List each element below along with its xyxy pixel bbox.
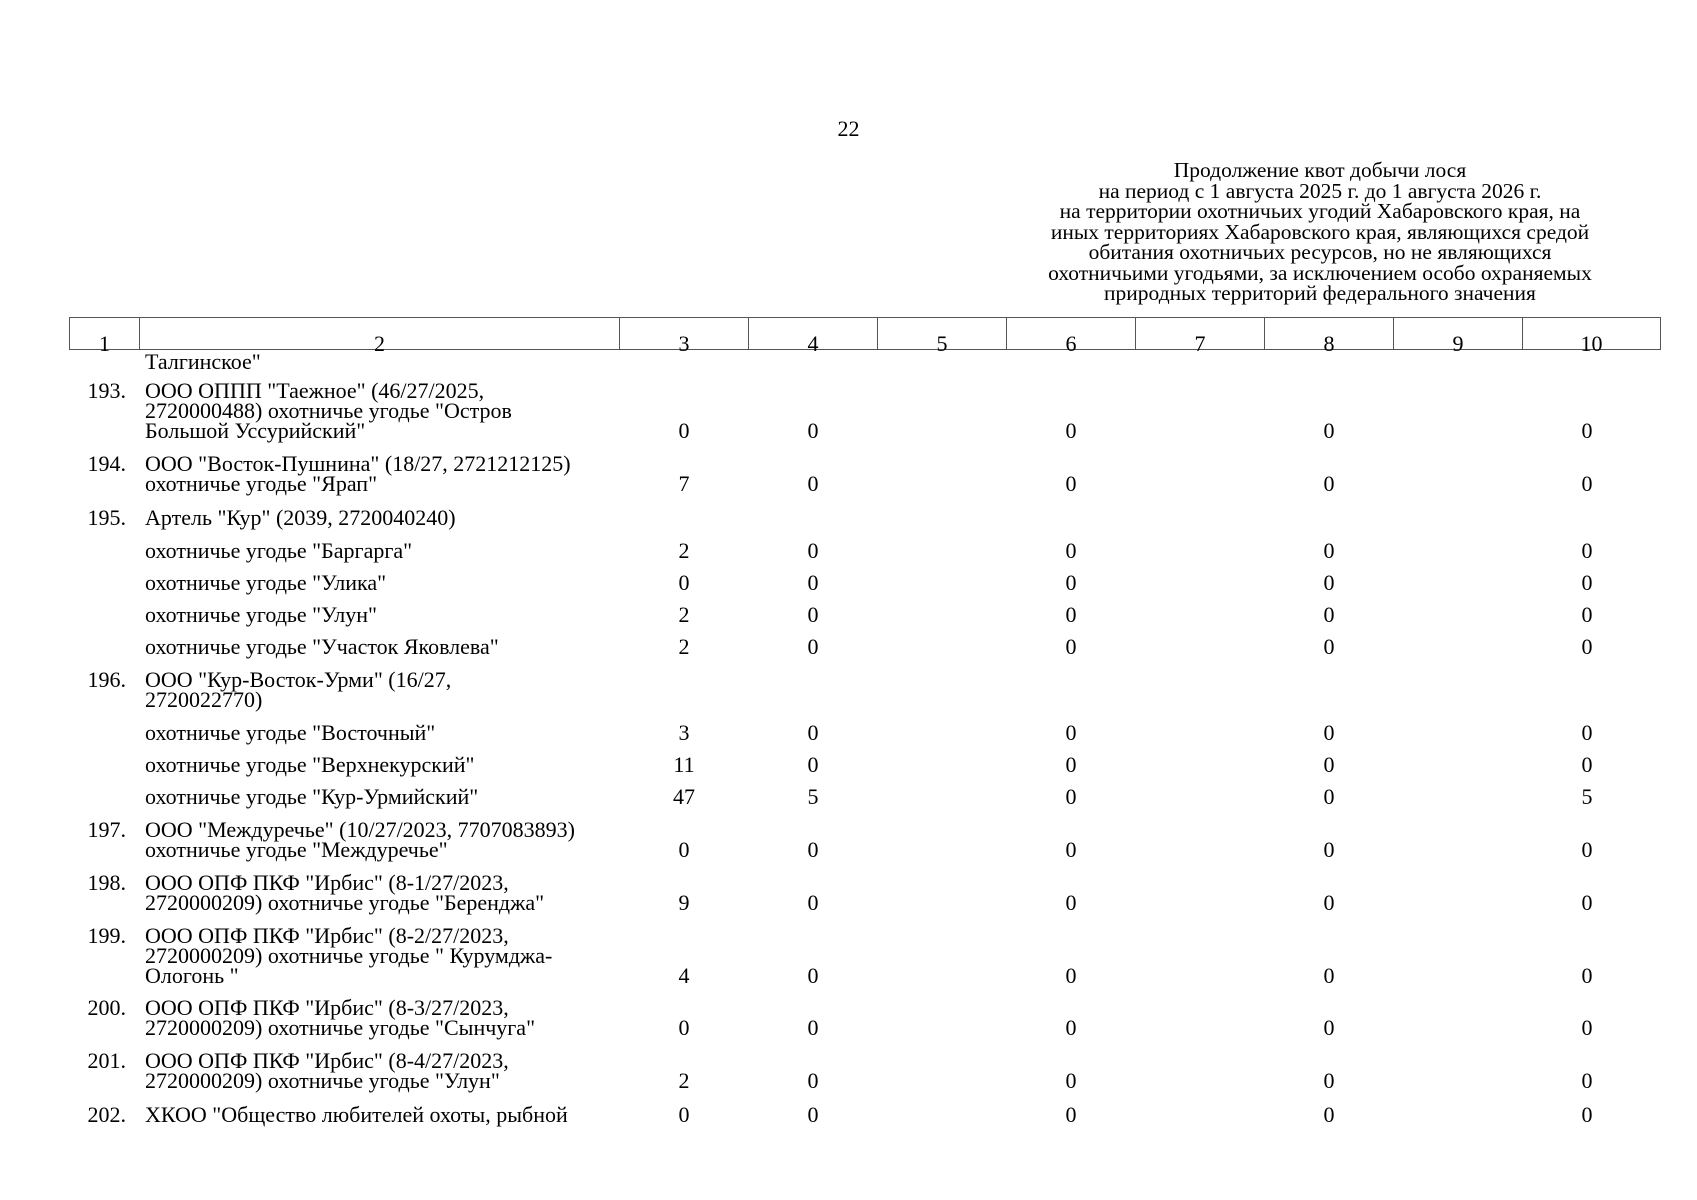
- quota-value-col10: 0: [1581, 538, 1593, 563]
- column-header: 10: [1522, 317, 1661, 350]
- quota-value-col3: 0: [678, 837, 690, 862]
- row-description-line: охотничье угодье "Улика": [145, 570, 387, 595]
- quota-value-col10: 0: [1581, 720, 1593, 745]
- column-header: 7: [1135, 317, 1264, 350]
- quota-value-col3: 2: [678, 538, 690, 563]
- quota-value-col8: 0: [1323, 784, 1335, 809]
- quota-value-col8: 0: [1323, 471, 1335, 496]
- quota-value-col3: 0: [678, 1015, 690, 1040]
- quota-value-col4: 0: [807, 890, 819, 915]
- column-header: 1: [69, 317, 139, 350]
- quota-value-col4: 0: [807, 602, 819, 627]
- quota-value-col3: 0: [678, 570, 690, 595]
- row-description-line: ООО ОПФ ПКФ "Ирбис" (8-2/27/2023,: [145, 923, 509, 948]
- column-header: 4: [748, 317, 877, 350]
- row-description-line: охотничье угодье "Междуречье": [145, 837, 448, 862]
- page-number: 22: [837, 116, 860, 141]
- row-number: 197.: [87, 817, 126, 842]
- row-number: 201.: [87, 1048, 126, 1073]
- quota-value-col3: 3: [678, 720, 690, 745]
- quota-value-col4: 0: [807, 634, 819, 659]
- quota-value-col4: 0: [807, 720, 819, 745]
- quota-value-col8: 0: [1323, 890, 1335, 915]
- quota-value-col6: 0: [1065, 720, 1077, 745]
- quota-value-col3: 11: [673, 752, 695, 777]
- quota-value-col8: 0: [1323, 1068, 1335, 1093]
- quota-value-col6: 0: [1065, 634, 1077, 659]
- quota-value-col4: 0: [807, 837, 819, 862]
- row-number: 200.: [87, 995, 126, 1020]
- quota-value-col6: 0: [1065, 1015, 1077, 1040]
- row-description-line: Артель "Кур" (2039, 2720040240): [145, 505, 456, 530]
- row-description-line: охотничье угодье "Восточный": [145, 720, 436, 745]
- quota-value-col8: 0: [1323, 634, 1335, 659]
- row-number: 202.: [87, 1102, 126, 1127]
- quota-value-col8: 0: [1323, 602, 1335, 627]
- quota-value-col4: 0: [807, 538, 819, 563]
- row-description-line: ООО "Междуречье" (10/27/2023, 7707083893): [145, 817, 576, 842]
- quota-value-col6: 0: [1065, 837, 1077, 862]
- quota-value-col6: 0: [1065, 602, 1077, 627]
- quota-value-col3: 0: [678, 418, 690, 443]
- quota-value-col8: 0: [1323, 538, 1335, 563]
- row-description-line: охотничье угодье "Баргарга": [145, 538, 413, 563]
- quota-value-col6: 0: [1065, 784, 1077, 809]
- row-number: 193.: [87, 378, 126, 403]
- row-description-line: 2720000209) охотничье угодье " Курумджа-: [145, 943, 553, 968]
- quota-value-col4: 0: [807, 418, 819, 443]
- quota-value-col10: 0: [1581, 570, 1593, 595]
- column-header: 3: [619, 317, 748, 350]
- quota-value-col8: 0: [1323, 1102, 1335, 1127]
- row-number: 194.: [87, 451, 126, 476]
- quota-value-col6: 0: [1065, 752, 1077, 777]
- row-description-line: 2720022770): [145, 687, 263, 712]
- quota-value-col6: 0: [1065, 418, 1077, 443]
- quota-value-col8: 0: [1323, 752, 1335, 777]
- quota-value-col6: 0: [1065, 471, 1077, 496]
- column-header: 9: [1393, 317, 1522, 350]
- quota-value-col4: 0: [807, 1068, 819, 1093]
- quota-value-col10: 0: [1581, 1102, 1593, 1127]
- caption-line: охотничьими угодьями, за исключением особо охраняемых: [1048, 260, 1592, 285]
- caption-line: природных территорий федерального значения: [1104, 281, 1536, 305]
- row-description-line: Ологонь ": [145, 963, 239, 988]
- quota-value-col3: 2: [678, 1068, 690, 1093]
- row-description-line: 2720000209) охотничье угодье "Улун": [145, 1068, 500, 1093]
- quota-value-col3: 7: [678, 471, 690, 496]
- quota-value-col8: 0: [1323, 418, 1335, 443]
- caption-line: на период с 1 августа 2025 г. до 1 августа 2026 г.: [1098, 178, 1542, 203]
- quota-value-col4: 0: [807, 752, 819, 777]
- quota-value-col10: 0: [1581, 418, 1593, 443]
- row-description-line: охотничье угодье "Участок Яковлева": [145, 634, 499, 659]
- column-header: 6: [1006, 317, 1135, 350]
- quota-value-col6: 0: [1065, 963, 1077, 988]
- quota-value-col10: 0: [1581, 602, 1593, 627]
- column-header: 2: [139, 317, 619, 350]
- row-description-line: ООО ОППП "Таежное" (46/27/2025,: [145, 378, 485, 403]
- row-description-line: ООО ОПФ ПКФ "Ирбис" (8-3/27/2023,: [145, 995, 509, 1020]
- quota-value-col10: 0: [1581, 634, 1593, 659]
- quota-value-col10: 0: [1581, 752, 1593, 777]
- quota-value-col8: 0: [1323, 570, 1335, 595]
- quota-value-col8: 0: [1323, 1015, 1335, 1040]
- quota-value-col10: 0: [1581, 837, 1593, 862]
- quota-value-col6: 0: [1065, 890, 1077, 915]
- quota-value-col3: 9: [678, 890, 690, 915]
- quota-value-col3: 2: [678, 602, 690, 627]
- row-description-line: ООО "Восток-Пушнина" (18/27, 2721212125): [145, 451, 571, 476]
- row-description-line: 2720000209) охотничье угодье "Сынчуга": [145, 1015, 536, 1040]
- quota-value-col6: 0: [1065, 1068, 1077, 1093]
- quota-value-col8: 0: [1323, 720, 1335, 745]
- quota-value-col10: 5: [1581, 784, 1593, 809]
- quota-value-col6: 0: [1065, 570, 1077, 595]
- row-description-line: Талгинское": [145, 349, 261, 374]
- quota-value-col10: 0: [1581, 1015, 1593, 1040]
- quota-value-col6: 0: [1065, 538, 1077, 563]
- row-description-line: ХКОО "Общество любителей охоты, рыбной: [145, 1102, 568, 1127]
- row-description-line: 2720000488) охотничье угодье "Остров: [145, 398, 512, 423]
- row-number: 199.: [87, 923, 126, 948]
- quota-value-col10: 0: [1581, 963, 1593, 988]
- row-description-line: охотничье угодье "Улун": [145, 602, 377, 627]
- quota-value-col4: 0: [807, 1102, 819, 1127]
- row-description-line: ООО ОПФ ПКФ "Ирбис" (8-1/27/2023,: [145, 870, 509, 895]
- quota-value-col3: 4: [678, 963, 690, 988]
- row-description-line: 2720000209) охотничье угодье "Беренджа": [145, 890, 545, 915]
- column-header: 5: [877, 317, 1006, 350]
- quota-value-col3: 2: [678, 634, 690, 659]
- quota-value-col4: 5: [807, 784, 819, 809]
- quota-value-col10: 0: [1581, 471, 1593, 496]
- quota-value-col10: 0: [1581, 1068, 1593, 1093]
- row-description-line: охотничье угодье "Ярап": [145, 471, 378, 496]
- quota-value-col4: 0: [807, 963, 819, 988]
- quota-value-col4: 0: [807, 570, 819, 595]
- row-number: 196.: [87, 667, 126, 692]
- caption-line: на территории охотничьих угодий Хабаровского края, на: [1059, 199, 1581, 223]
- row-description-line: охотничье угодье "Верхнекурский": [145, 752, 475, 777]
- row-number: 195.: [87, 505, 126, 530]
- row-description-line: ООО "Кур-Восток-Урми" (16/27,: [145, 667, 452, 692]
- row-description-line: Большой Уссурийский": [145, 418, 366, 443]
- caption-line: Продолжение квот добычи лося: [1173, 158, 1467, 182]
- quota-value-col3: 47: [673, 784, 695, 809]
- row-description-line: ООО ОПФ ПКФ "Ирбис" (8-4/27/2023,: [145, 1048, 509, 1073]
- row-number: 198.: [87, 870, 126, 895]
- caption-line: обитания охотничьих ресурсов, но не являющихся: [1088, 240, 1552, 264]
- caption-line: иных территориях Хабаровского края, являющихся средой: [1050, 219, 1590, 244]
- quota-value-col8: 0: [1323, 963, 1335, 988]
- quota-value-col4: 0: [807, 1015, 819, 1040]
- column-header: 8: [1264, 317, 1393, 350]
- quota-value-col3: 0: [678, 1102, 690, 1127]
- quota-value-col4: 0: [807, 471, 819, 496]
- quota-value-col6: 0: [1065, 1102, 1077, 1127]
- quota-value-col10: 0: [1581, 890, 1593, 915]
- row-description-line: охотничье угодье "Кур-Урмийский": [145, 784, 479, 809]
- quota-value-col8: 0: [1323, 837, 1335, 862]
